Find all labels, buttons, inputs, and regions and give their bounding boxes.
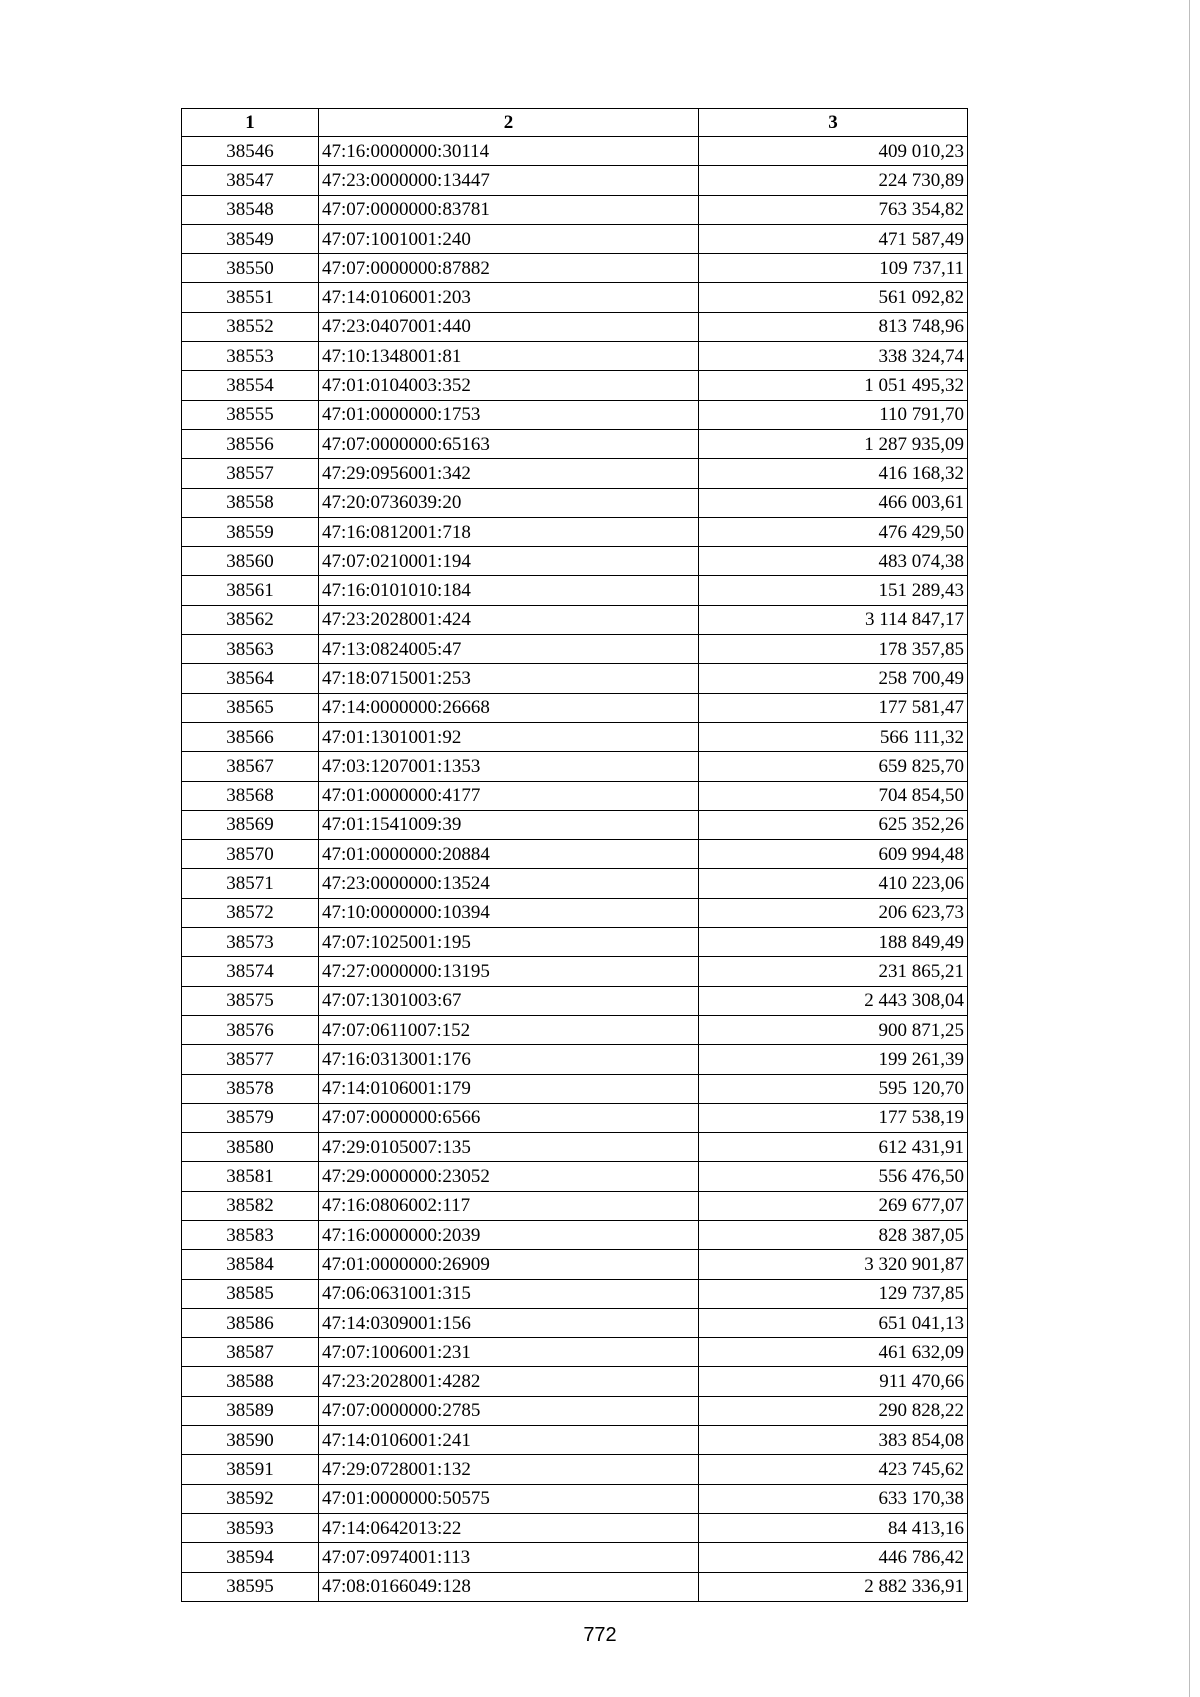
row-number-cell: 38571 xyxy=(182,869,319,898)
value-cell: 612 431,91 xyxy=(699,1133,968,1162)
table-row xyxy=(182,166,968,195)
row-number-cell: 38564 xyxy=(182,664,319,693)
row-number-cell: 38553 xyxy=(182,342,319,371)
cadastral-number-cell: 47:07:1006001:231 xyxy=(319,1338,699,1367)
cadastral-number-cell: 47:16:0000000:30114 xyxy=(319,137,699,166)
value-cell: 177 581,47 xyxy=(699,693,968,722)
table-row xyxy=(182,254,968,283)
value-cell: 625 352,26 xyxy=(699,810,968,839)
value-cell: 269 677,07 xyxy=(699,1191,968,1220)
table-row xyxy=(182,928,968,957)
table-row xyxy=(182,1543,968,1572)
value-cell: 556 476,50 xyxy=(699,1162,968,1191)
cadastral-number-cell: 47:14:0106001:203 xyxy=(319,283,699,312)
value-cell: 423 745,62 xyxy=(699,1455,968,1484)
row-number-cell: 38576 xyxy=(182,1015,319,1044)
table-row xyxy=(182,195,968,224)
value-cell: 2 443 308,04 xyxy=(699,986,968,1015)
value-cell: 911 470,66 xyxy=(699,1367,968,1396)
value-cell: 633 170,38 xyxy=(699,1484,968,1513)
row-number-cell: 38595 xyxy=(182,1572,319,1601)
value-cell: 3 114 847,17 xyxy=(699,605,968,634)
table-row xyxy=(182,1015,968,1044)
table-row xyxy=(182,1103,968,1132)
row-number-cell: 38554 xyxy=(182,371,319,400)
table-row xyxy=(182,986,968,1015)
cadastral-number-cell: 47:07:0000000:2785 xyxy=(319,1396,699,1425)
table-row xyxy=(182,1250,968,1279)
row-number-cell: 38549 xyxy=(182,224,319,253)
value-cell: 483 074,38 xyxy=(699,547,968,576)
row-number-cell: 38589 xyxy=(182,1396,319,1425)
value-cell: 129 737,85 xyxy=(699,1279,968,1308)
table-row xyxy=(182,635,968,664)
column-header-2: 2 xyxy=(319,109,699,137)
cadastral-number-cell: 47:13:0824005:47 xyxy=(319,635,699,664)
value-cell: 231 865,21 xyxy=(699,957,968,986)
value-cell: 704 854,50 xyxy=(699,781,968,810)
page-edge-line xyxy=(1189,0,1190,1697)
cadastral-number-cell: 47:23:0407001:440 xyxy=(319,312,699,341)
cadastral-number-cell: 47:29:0956001:342 xyxy=(319,459,699,488)
cadastral-number-cell: 47:06:0631001:315 xyxy=(319,1279,699,1308)
cadastral-number-cell: 47:07:1301003:67 xyxy=(319,986,699,1015)
cadastral-number-cell: 47:23:2028001:4282 xyxy=(319,1367,699,1396)
row-number-cell: 38555 xyxy=(182,400,319,429)
row-number-cell: 38551 xyxy=(182,283,319,312)
row-number-cell: 38548 xyxy=(182,195,319,224)
row-number-cell: 38559 xyxy=(182,517,319,546)
cadastral-number-cell: 47:14:0309001:156 xyxy=(319,1308,699,1337)
table-row xyxy=(182,1133,968,1162)
row-number-cell: 38588 xyxy=(182,1367,319,1396)
value-cell: 177 538,19 xyxy=(699,1103,968,1132)
value-cell: 416 168,32 xyxy=(699,459,968,488)
row-number-cell: 38581 xyxy=(182,1162,319,1191)
row-number-cell: 38594 xyxy=(182,1543,319,1572)
row-number-cell: 38560 xyxy=(182,547,319,576)
value-cell: 471 587,49 xyxy=(699,224,968,253)
cadastral-number-cell: 47:07:0000000:6566 xyxy=(319,1103,699,1132)
cadastral-number-cell: 47:01:1541009:39 xyxy=(319,810,699,839)
cadastral-number-cell: 47:14:0000000:26668 xyxy=(319,693,699,722)
value-cell: 178 357,85 xyxy=(699,635,968,664)
cadastral-number-cell: 47:16:0812001:718 xyxy=(319,517,699,546)
value-cell: 258 700,49 xyxy=(699,664,968,693)
table-row xyxy=(182,1220,968,1249)
row-number-cell: 38574 xyxy=(182,957,319,986)
table-row xyxy=(182,781,968,810)
table-row xyxy=(182,1045,968,1074)
table-header-row xyxy=(182,109,968,137)
row-number-cell: 38577 xyxy=(182,1045,319,1074)
cadastral-number-cell: 47:23:2028001:424 xyxy=(319,605,699,634)
cadastral-number-cell: 47:14:0106001:179 xyxy=(319,1074,699,1103)
cadastral-number-cell: 47:01:0104003:352 xyxy=(319,371,699,400)
table-row xyxy=(182,1426,968,1455)
value-cell: 1 051 495,32 xyxy=(699,371,968,400)
table-row xyxy=(182,283,968,312)
table-row xyxy=(182,342,968,371)
cadastral-number-cell: 47:07:0974001:113 xyxy=(319,1543,699,1572)
value-cell: 763 354,82 xyxy=(699,195,968,224)
value-cell: 383 854,08 xyxy=(699,1426,968,1455)
cadastral-number-cell: 47:01:1301001:92 xyxy=(319,722,699,751)
cadastral-number-cell: 47:27:0000000:13195 xyxy=(319,957,699,986)
value-cell: 1 287 935,09 xyxy=(699,429,968,458)
value-cell: 813 748,96 xyxy=(699,312,968,341)
value-cell: 446 786,42 xyxy=(699,1543,968,1572)
row-number-cell: 38563 xyxy=(182,635,319,664)
value-cell: 110 791,70 xyxy=(699,400,968,429)
table-row xyxy=(182,722,968,751)
table-row xyxy=(182,312,968,341)
value-cell: 224 730,89 xyxy=(699,166,968,195)
row-number-cell: 38572 xyxy=(182,898,319,927)
row-number-cell: 38557 xyxy=(182,459,319,488)
table-row xyxy=(182,1572,968,1601)
cadastral-number-cell: 47:18:0715001:253 xyxy=(319,664,699,693)
cadastral-number-cell: 47:07:0000000:65163 xyxy=(319,429,699,458)
value-cell: 151 289,43 xyxy=(699,576,968,605)
row-number-cell: 38570 xyxy=(182,840,319,869)
cadastral-number-cell: 47:07:1001001:240 xyxy=(319,224,699,253)
row-number-cell: 38568 xyxy=(182,781,319,810)
row-number-cell: 38552 xyxy=(182,312,319,341)
row-number-cell: 38558 xyxy=(182,488,319,517)
table-row xyxy=(182,429,968,458)
table-row xyxy=(182,1484,968,1513)
cadastral-number-cell: 47:01:0000000:50575 xyxy=(319,1484,699,1513)
cadastral-number-cell: 47:14:0642013:22 xyxy=(319,1513,699,1542)
row-number-cell: 38579 xyxy=(182,1103,319,1132)
row-number-cell: 38586 xyxy=(182,1308,319,1337)
table-row xyxy=(182,1074,968,1103)
table-row xyxy=(182,840,968,869)
row-number-cell: 38556 xyxy=(182,429,319,458)
table-row xyxy=(182,371,968,400)
row-number-cell: 38580 xyxy=(182,1133,319,1162)
row-number-cell: 38585 xyxy=(182,1279,319,1308)
value-cell: 466 003,61 xyxy=(699,488,968,517)
cadastral-number-cell: 47:03:1207001:1353 xyxy=(319,752,699,781)
row-number-cell: 38582 xyxy=(182,1191,319,1220)
cadastral-number-cell: 47:29:0728001:132 xyxy=(319,1455,699,1484)
cadastral-number-cell: 47:01:0000000:20884 xyxy=(319,840,699,869)
table-row xyxy=(182,605,968,634)
table-row xyxy=(182,137,968,166)
value-cell: 609 994,48 xyxy=(699,840,968,869)
table-row xyxy=(182,547,968,576)
cadastral-number-cell: 47:10:1348001:81 xyxy=(319,342,699,371)
value-cell: 290 828,22 xyxy=(699,1396,968,1425)
cadastral-number-cell: 47:07:0611007:152 xyxy=(319,1015,699,1044)
cadastral-number-cell: 47:07:1025001:195 xyxy=(319,928,699,957)
table-row xyxy=(182,810,968,839)
value-cell: 461 632,09 xyxy=(699,1338,968,1367)
value-cell: 3 320 901,87 xyxy=(699,1250,968,1279)
cadastral-number-cell: 47:07:0000000:87882 xyxy=(319,254,699,283)
table-row xyxy=(182,1338,968,1367)
row-number-cell: 38583 xyxy=(182,1220,319,1249)
table-row xyxy=(182,224,968,253)
row-number-cell: 38566 xyxy=(182,722,319,751)
row-number-cell: 38569 xyxy=(182,810,319,839)
table-row xyxy=(182,869,968,898)
value-cell: 206 623,73 xyxy=(699,898,968,927)
row-number-cell: 38584 xyxy=(182,1250,319,1279)
value-cell: 199 261,39 xyxy=(699,1045,968,1074)
table-row xyxy=(182,459,968,488)
cadastral-number-cell: 47:07:0000000:83781 xyxy=(319,195,699,224)
row-number-cell: 38546 xyxy=(182,137,319,166)
row-number-cell: 38575 xyxy=(182,986,319,1015)
value-cell: 2 882 336,91 xyxy=(699,1572,968,1601)
table-row xyxy=(182,1162,968,1191)
row-number-cell: 38587 xyxy=(182,1338,319,1367)
row-number-cell: 38567 xyxy=(182,752,319,781)
cadastral-number-cell: 47:14:0106001:241 xyxy=(319,1426,699,1455)
value-cell: 109 737,11 xyxy=(699,254,968,283)
value-cell: 338 324,74 xyxy=(699,342,968,371)
value-cell: 828 387,05 xyxy=(699,1220,968,1249)
value-cell: 410 223,06 xyxy=(699,869,968,898)
table-row xyxy=(182,1279,968,1308)
value-cell: 595 120,70 xyxy=(699,1074,968,1103)
value-cell: 188 849,49 xyxy=(699,928,968,957)
table-row xyxy=(182,400,968,429)
cadastral-number-cell: 47:20:0736039:20 xyxy=(319,488,699,517)
table-body xyxy=(182,137,968,1602)
cadastral-number-cell: 47:23:0000000:13524 xyxy=(319,869,699,898)
row-number-cell: 38573 xyxy=(182,928,319,957)
column-header-1: 1 xyxy=(182,109,319,137)
cadastral-number-cell: 47:16:0313001:176 xyxy=(319,1045,699,1074)
cadastral-value-table xyxy=(181,108,968,1602)
cadastral-number-cell: 47:01:0000000:4177 xyxy=(319,781,699,810)
table-row xyxy=(182,752,968,781)
row-number-cell: 38561 xyxy=(182,576,319,605)
value-cell: 561 092,82 xyxy=(699,283,968,312)
value-cell: 651 041,13 xyxy=(699,1308,968,1337)
row-number-cell: 38593 xyxy=(182,1513,319,1542)
cadastral-number-cell: 47:16:0101010:184 xyxy=(319,576,699,605)
table-row xyxy=(182,517,968,546)
column-header-3: 3 xyxy=(699,109,968,137)
value-cell: 476 429,50 xyxy=(699,517,968,546)
cadastral-number-cell: 47:29:0105007:135 xyxy=(319,1133,699,1162)
row-number-cell: 38565 xyxy=(182,693,319,722)
value-cell: 659 825,70 xyxy=(699,752,968,781)
table-row xyxy=(182,957,968,986)
row-number-cell: 38590 xyxy=(182,1426,319,1455)
cadastral-number-cell: 47:16:0806002:117 xyxy=(319,1191,699,1220)
cadastral-number-cell: 47:16:0000000:2039 xyxy=(319,1220,699,1249)
table-row xyxy=(182,1367,968,1396)
table-row xyxy=(182,1396,968,1425)
page-number: 772 xyxy=(583,1624,617,1646)
cadastral-number-cell: 47:01:0000000:26909 xyxy=(319,1250,699,1279)
table-row xyxy=(182,576,968,605)
table-row xyxy=(182,488,968,517)
cadastral-number-cell: 47:23:0000000:13447 xyxy=(319,166,699,195)
value-cell: 409 010,23 xyxy=(699,137,968,166)
table-row xyxy=(182,693,968,722)
row-number-cell: 38592 xyxy=(182,1484,319,1513)
table-row xyxy=(182,1513,968,1542)
table-row xyxy=(182,898,968,927)
cadastral-number-cell: 47:10:0000000:10394 xyxy=(319,898,699,927)
table-row xyxy=(182,1455,968,1484)
value-cell: 900 871,25 xyxy=(699,1015,968,1044)
value-cell: 84 413,16 xyxy=(699,1513,968,1542)
cadastral-number-cell: 47:01:0000000:1753 xyxy=(319,400,699,429)
table-row xyxy=(182,664,968,693)
table-row xyxy=(182,1308,968,1337)
cadastral-number-cell: 47:07:0210001:194 xyxy=(319,547,699,576)
row-number-cell: 38550 xyxy=(182,254,319,283)
table-row xyxy=(182,1191,968,1220)
cadastral-number-cell: 47:08:0166049:128 xyxy=(319,1572,699,1601)
row-number-cell: 38591 xyxy=(182,1455,319,1484)
cadastral-number-cell: 47:29:0000000:23052 xyxy=(319,1162,699,1191)
row-number-cell: 38562 xyxy=(182,605,319,634)
row-number-cell: 38547 xyxy=(182,166,319,195)
value-cell: 566 111,32 xyxy=(699,722,968,751)
row-number-cell: 38578 xyxy=(182,1074,319,1103)
